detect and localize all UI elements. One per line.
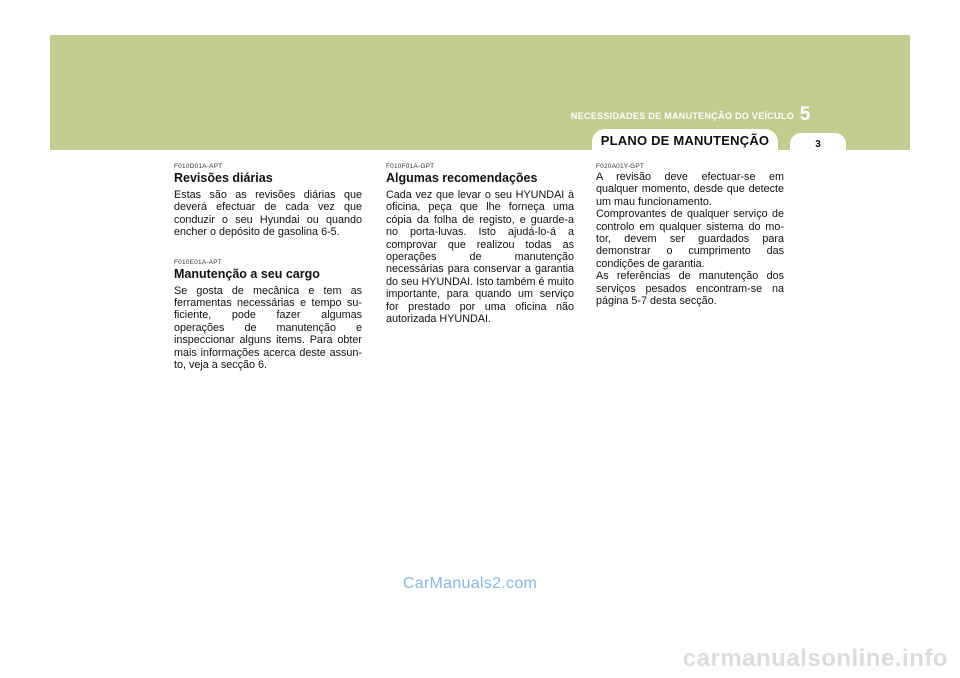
site-watermark[interactable]: CarManuals2.com bbox=[402, 575, 538, 592]
section-recommendations bbox=[386, 163, 574, 325]
section-code: F010F01A-GPT bbox=[386, 163, 435, 170]
section-owner-maintenance bbox=[174, 259, 362, 372]
section-code: F010D01A-APT bbox=[174, 163, 223, 170]
section-heading: Algumas recomendações bbox=[386, 171, 538, 185]
section-code: F020A01Y-GPT bbox=[596, 163, 645, 170]
chapter-title: NECESSIDADES DE MANUTENÇÃO DO VEÍCULO bbox=[570, 111, 794, 121]
text-column-3 bbox=[596, 163, 784, 327]
footer-watermark: carmanualsonline.info bbox=[682, 645, 948, 672]
section-heading: Manutenção a seu cargo bbox=[174, 266, 320, 281]
section-body: Cada vez que levar o seu HYUNDAI à oficina, peça que lhe forneça uma cópia da folha de registo, e guarde-a no porta-luvas. Isto ajudá-lo-á a comprovar que realizou todas as operações de manutenção necessárias para conservar a garantia do seu HYUNDAI. Isto também é muito importante, para quando um serviço for prestado por uma oficina não autorizada HYUNDAI. bbox=[386, 189, 574, 326]
section-code: F010E01A-APT bbox=[174, 258, 222, 266]
section-daily-checks bbox=[174, 163, 362, 239]
section-inspection bbox=[596, 163, 784, 307]
section-heading: Revisões diárias bbox=[174, 171, 273, 185]
text-column-1 bbox=[174, 163, 362, 391]
section-body: Estas são as revisões diárias que deverá efectuar de cada vez que conduzir o seu Hyundai ou quando encher o depósito de gasolina 6-5. bbox=[174, 189, 362, 239]
chapter-number: 5 bbox=[799, 104, 811, 125]
text-column-2 bbox=[386, 163, 574, 345]
section-body: A revisão deve efectuar-se em qualquer momento, desde que detecte um mau funcionamento. Comprovantes de qualquer serviço de controlo em qualquer sistema do mo- tor, devem ser guardados para demonstrar o cumprimento das condições de garantia. As referências de manutenção dos serviços pesados encontram-se na página 5-7 desta secção. bbox=[596, 171, 784, 308]
page-number-tab: 3 bbox=[790, 133, 846, 155]
section-body: Se gosta de mecânica e tem as ferramentas necessárias e tempo su- ficiente, pode fazer algumas operações de manutenção e inspeccionar alguns items. Para obter mais informações acerca deste assun-to, veja a secção 6. bbox=[174, 284, 362, 372]
section-title-tab: PLANO DE MANUTENÇÃO bbox=[592, 129, 778, 155]
header-band bbox=[50, 35, 910, 150]
